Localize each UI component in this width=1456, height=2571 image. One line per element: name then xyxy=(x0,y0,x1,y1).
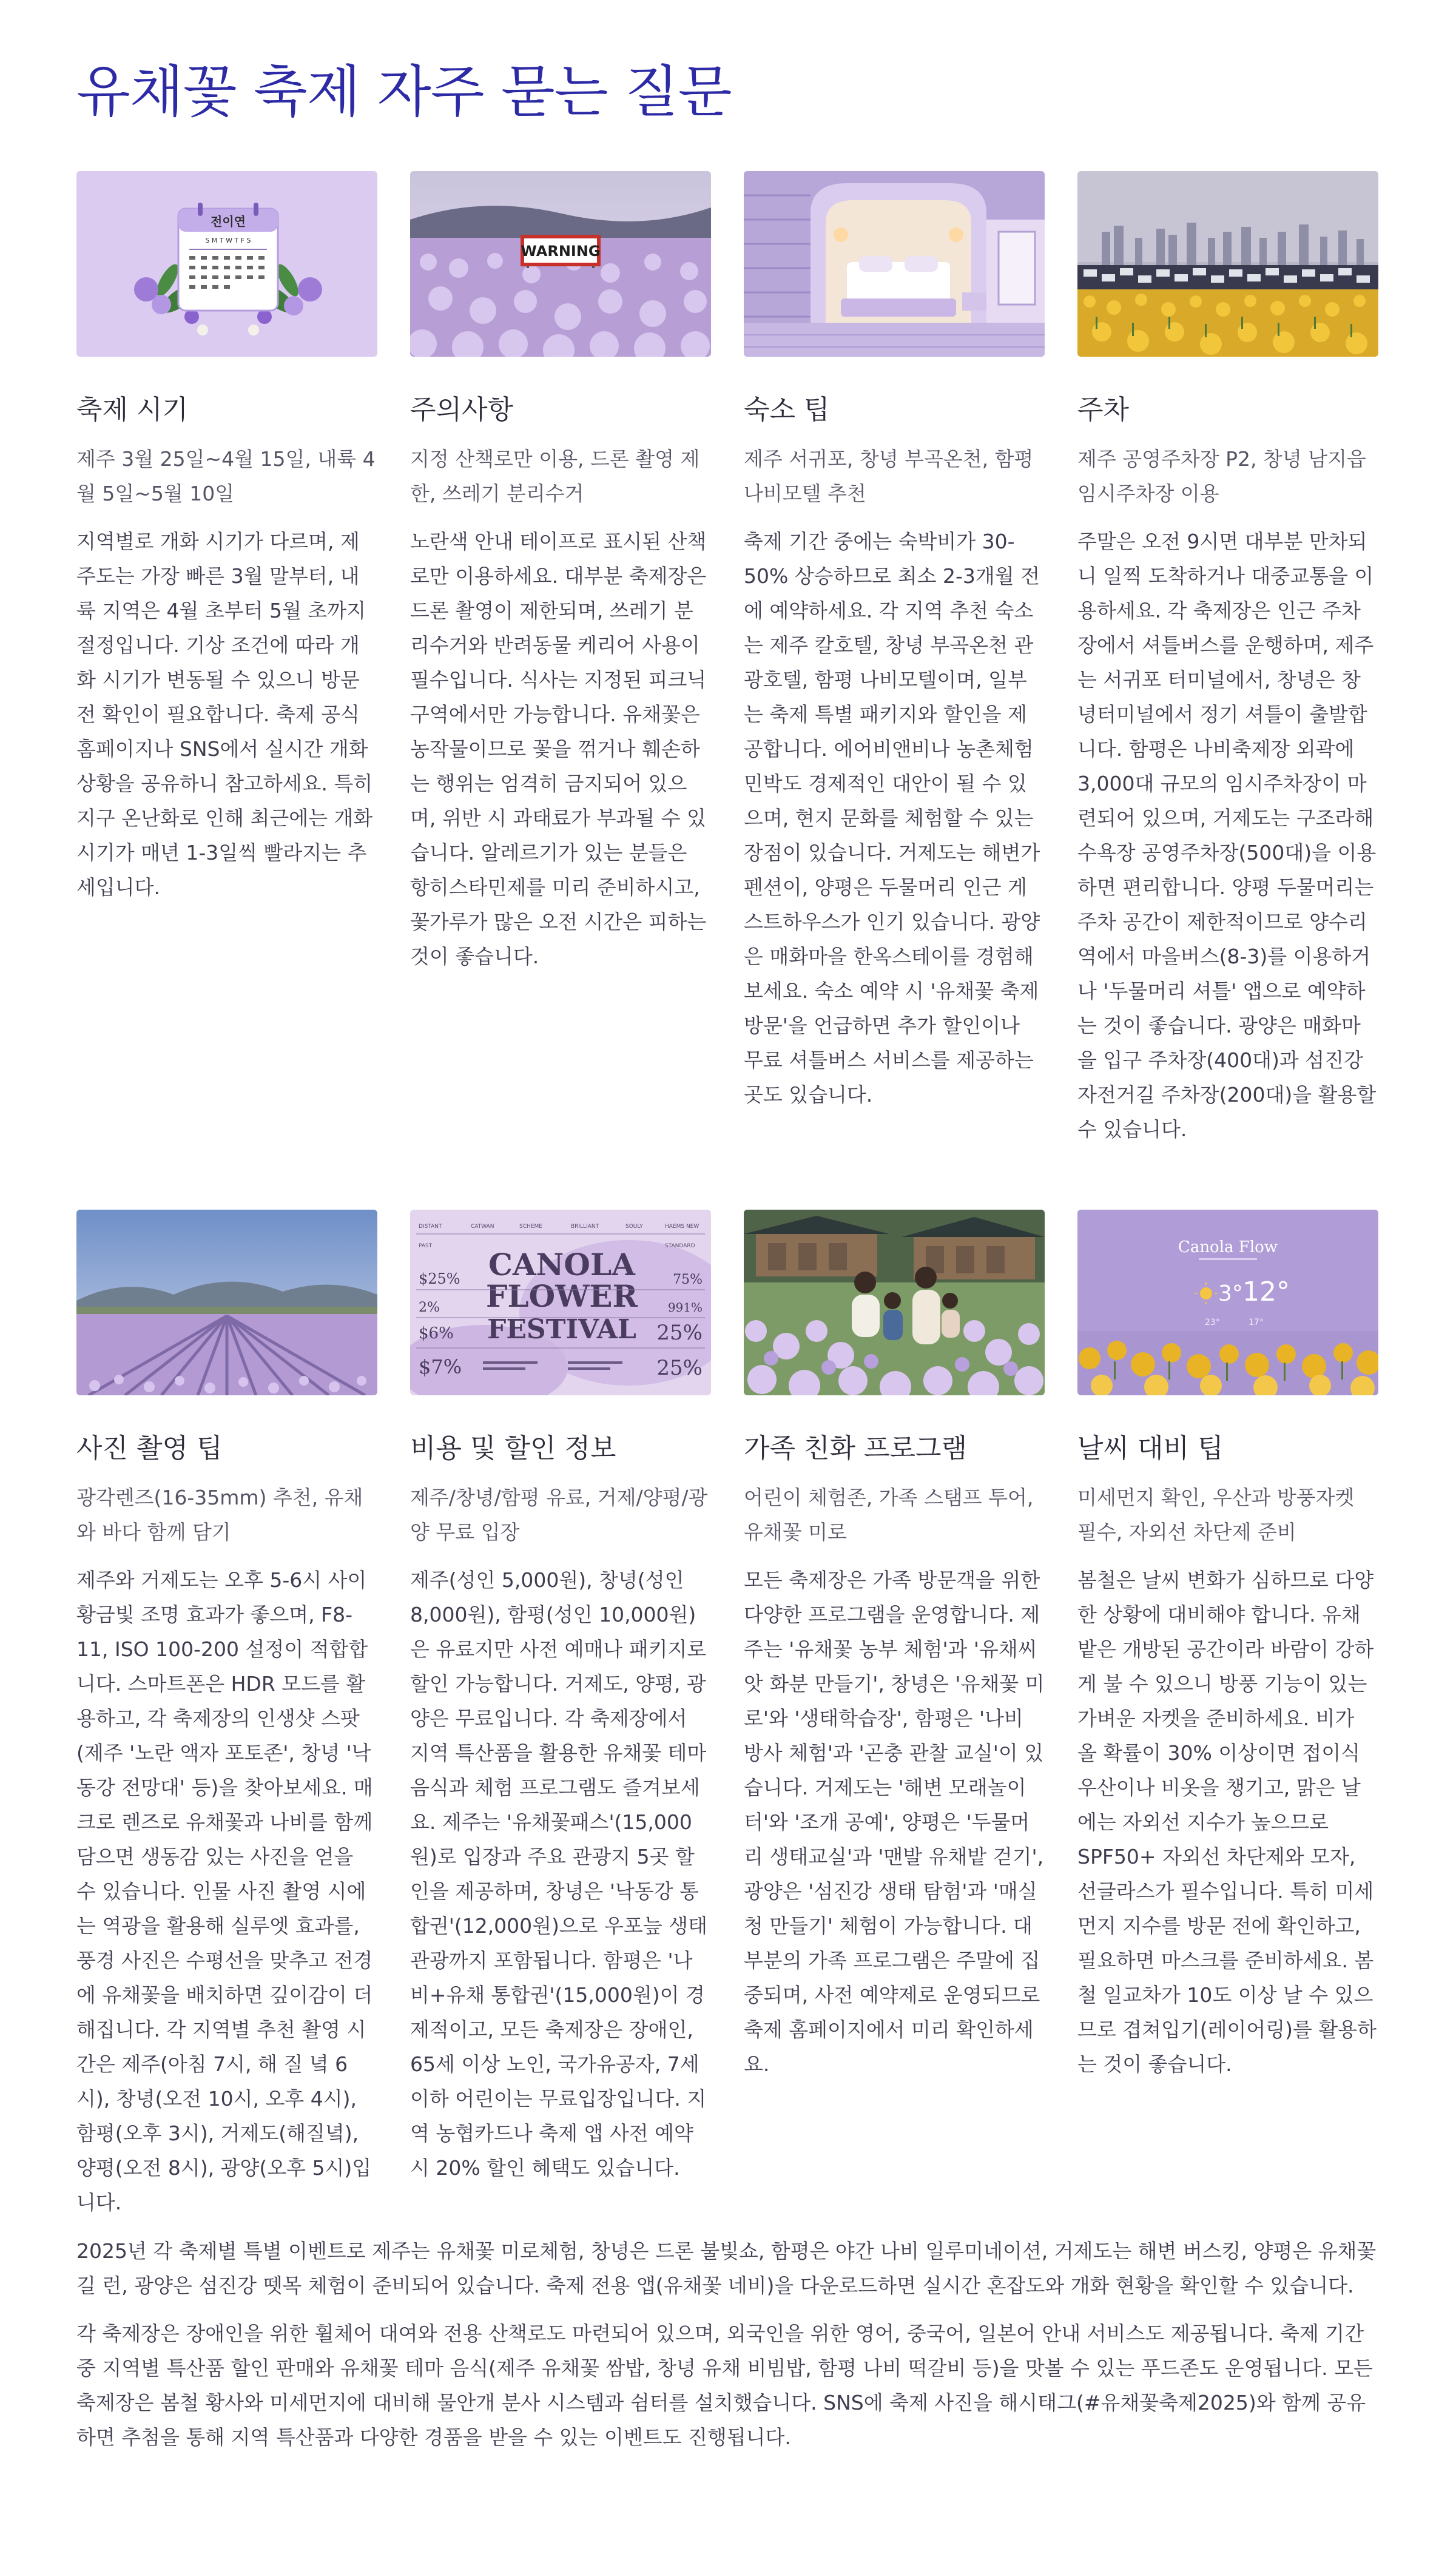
card-body: 제주와 거제도는 오후 5-6시 사이 황금빛 조명 효과가 좋으며, F8-11, ISO 100-200 설정이 적합합니다. 스마트폰은 HDR 모드를 활용하고, 각 축제장의 인생샷 스팟(제주 '노란 액자 포토존', 창녕 '낙동강 전망대' 등)을 찾아보세요. 매크로 렌즈로 유채꽃과 나비를 함께 담으면 생동감 있는 사진을 얻을 수 있습니다. 인물 사진 촬영 시에는 역광을 활용해 실루엣 효과를, 풍경 사진은 수평선을 맞추고 전경에 유채꽃을 배치하면 깊이감이 더해집니다. 각 지역별 추천 촬영 시간은 제주(아침 7시, 해 질 녘 6시), 창녕(오전 10시, 오후 4시), 함평(오후 3시), 거제도(해질녘), 양평(오전 8시), 광양(오후 5시)입니다. xyxy=(76,1568,373,2214)
faq-grid-row-2 xyxy=(76,1210,1380,2220)
weather-app-name: Canola Flow xyxy=(1178,1238,1278,1256)
family-photo-image xyxy=(744,1210,1045,1395)
bedroom-image xyxy=(744,171,1045,357)
faq-card-parking xyxy=(1077,171,1378,1147)
card-body: 축제 기간 중에는 숙박비가 30-50% 상승하므로 최소 2-3개월 전에 예약하세요. 각 지역 추천 숙소는 제주 칼호텔, 창녕 부곡온천 관광호텔, 함평 나비모텔이며, 일부는 축제 특별 패키지와 할인을 제공합니다. 에어비앤비나 농촌체험 민박도 경제적인 대안이 될 수 있으며, 현지 문화를 체험할 수 있는 장점이 있습니다. 거제도는 해변가 펜션이, 양평은 두물머리 인근 게스트하우스가 인기 있습니다. 광양은 매화마을 한옥스테이를 경험해보세요. 숙소 예약 시 '유채꽃 축제 방문'을 언급하면 추가 할인이나 무료 셔틀버스 서비스를 제공하는 곳도 있습니다. xyxy=(744,530,1040,1107)
weather-stat-1: 23° xyxy=(1205,1318,1220,1327)
card-title: 가족 친화 프로그램 xyxy=(744,1433,968,1464)
card-subtitle: 미세먼지 확인, 우산과 방풍자켓 필수, 자외선 차단제 준비 xyxy=(1077,1486,1355,1544)
card-subtitle: 제주/창녕/함평 유료, 거제/양평/광양 무료 입장 xyxy=(410,1486,708,1544)
poster-pct-2: 991% xyxy=(667,1300,703,1315)
faq-card-costs xyxy=(410,1210,711,2220)
calendar-image xyxy=(76,171,377,357)
card-body: 주말은 오전 9시면 대부분 만차되니 일찍 도착하거나 대중교통을 이용하세요. 각 축제장은 인근 주차장에서 셔틀버스를 운행하며, 제주는 서귀포 터미널에서, 창녕은 창녕터미널에서 정기 셔틀이 출발합니다. 함평은 나비축제장 외곽에 3,000대 규모의 임시주차장이 마련되어 있으며, 거제도는 구조라해수욕장 공영주차장(500대)을 이용하면 편리합니다. 양평 두물머리는 주차 공간이 제한적이므로 양수리역에서 마을버스(8-3)를 이용하거나 '두물머리 셔틀' 앱으로 예약하는 것이 좋습니다. 광양은 매화마을 입구 주차장(400대)과 섬진강 자전거길 주차장(200대)을 활용할 수 있습니다. xyxy=(1077,530,1377,1141)
flower-field-icon xyxy=(76,1210,377,1395)
card-title: 주차 xyxy=(1077,394,1130,425)
card-body: 제주(성인 5,000원), 창녕(성인 8,000원), 함평(성인 10,000원)은 유료지만 사전 예매나 패키지로 할인 가능합니다. 거제도, 양평, 광양은 무료입니다. 각 축제장에서 지역 특산품을 활용한 유채꽃 테마 음식과 체험 프로그램도 즐겨보세요. 제주는 '유채꽃패스'(15,000원)로 입장과 주요 관광지 5곳 할인을 제공하며, 창녕은 '낙동강 통합권'(12,000원)으로 우포늪 생태관광까지 포함됩니다. 함평은 '나비+유채 통합권'(15,000원)이 경제적이고, 모든 축제장은 장애인, 65세 이상 노인, 국가유공자, 7세 이하 어린이는 무료입장입니다. 지역 농협카드나 축제 앱 사전 예약 시 20% 할인 혜택도 있습니다. xyxy=(410,1568,708,2180)
calendar-icon xyxy=(76,171,377,357)
poster-price-1: $25% xyxy=(419,1270,460,1287)
poster-label-right: STANDARD xyxy=(665,1243,695,1249)
poster-top-6: HAEMS NEW xyxy=(665,1224,699,1230)
poster-top-2: CATWAN xyxy=(471,1224,494,1230)
poster-price-4: $7% xyxy=(419,1355,462,1378)
poster-top-3: SCHEME xyxy=(519,1224,542,1230)
family-photo-icon xyxy=(744,1210,1045,1395)
warning-label: WARNING xyxy=(521,243,601,260)
weather-temp-low: 3° xyxy=(1218,1281,1243,1306)
faq-card-family xyxy=(744,1210,1045,2220)
paragraph-events: 2025년 각 축제별 특별 이벤트로 제주는 유채꽃 미로체험, 창녕은 드론 불빛쇼, 함평은 야간 나비 일루미네이션, 거제도는 해변 버스킹, 양평은 유채꽃길 런, 광양은 섬진강 뗏목 체험이 준비되어 있습니다. 축제 전용 앱(유채꽃 네비)을 다운로드하면 실시간 혼잡도와 개화 현황을 확인할 수 있습니다. xyxy=(76,2239,1377,2297)
faq-card-photo-tips xyxy=(76,1210,377,2220)
poster-top-1: DISTANT xyxy=(419,1224,442,1230)
card-subtitle: 어린이 체험존, 가족 스탬프 투어, 유채꽃 미로 xyxy=(744,1486,1034,1544)
poster-pct-1: 75% xyxy=(673,1272,703,1287)
weather-stat-2: 17° xyxy=(1249,1318,1264,1327)
poster-top-4: BRILLIANT xyxy=(571,1224,599,1230)
poster-title-2: FLOWER xyxy=(485,1278,638,1314)
paragraph-facilities: 각 축제장은 장애인을 위한 휠체어 대여와 전용 산책로도 마련되어 있으며, 외국인을 위한 영어, 중국어, 일본어 안내 서비스도 제공됩니다. 축제 기간 중 지역별 특산품 할인 판매와 유채꽃 테마 음식(제주 유채꽃 쌈밥, 창녕 유채 비빔밥, 함평 나비 떡갈비 등)을 맛볼 수 있는 푸드존도 운영됩니다. 모든 축제장은 봄철 황사와 미세먼지에 대비해 물안개 분사 시스템과 쉼터를 설치했습니다. SNS에 축제 사진을 해시태그(#유채꽃축제2025)와 함께 공유하면 추첨을 통해 지역 특산품과 다양한 경품을 받을 수 있는 이벤트도 진행됩니다. xyxy=(76,2322,1373,2449)
poster-label-left: PAST xyxy=(419,1243,433,1249)
card-title: 날씨 대비 팁 xyxy=(1077,1433,1224,1464)
faq-card-precautions xyxy=(410,171,711,1147)
poster-title-1: CANOLA xyxy=(488,1247,635,1282)
weather-temp-high: 12° xyxy=(1242,1276,1290,1307)
calendar-label: 전이연 xyxy=(211,214,246,229)
card-subtitle: 지정 산책로만 이용, 드론 촬영 제한, 쓰레기 분리수거 xyxy=(410,447,700,505)
weather-widget-image xyxy=(1077,1210,1378,1395)
poster-title-3: FESTIVAL xyxy=(487,1314,636,1345)
poster-top-5: SOULY xyxy=(625,1224,643,1230)
warning-sign-icon xyxy=(410,171,711,357)
calendar-days-header: S M T W T F S xyxy=(205,237,251,244)
card-subtitle: 제주 서귀포, 창녕 부곡온천, 함평 나비모텔 추천 xyxy=(744,447,1034,505)
festival-poster-icon xyxy=(410,1210,711,1395)
card-subtitle: 광각렌즈(16-35mm) 추천, 유채와 바다 함께 담기 xyxy=(76,1486,363,1544)
flower-field-image xyxy=(76,1210,377,1395)
poster-pct-4: 25% xyxy=(656,1356,703,1380)
page-title: 유채꽃 축제 자주 묻는 질문 xyxy=(76,59,732,124)
faq-card-lodging xyxy=(744,171,1045,1147)
card-body: 모든 축제장은 가족 방문객을 위한 다양한 프로그램을 운영합니다. 제주는 '유채꽃 농부 체험'과 '유채씨앗 화분 만들기', 창녕은 '유채꽃 미로'와 '생태학습장', 함평은 '나비 방사 체험'과 '곤충 관찰 교실'이 있습니다. 거제도는 '해변 모래놀이터'와 '조개 공예', 양평은 '두물머리 생태교실'과 '맨발 유채밭 걷기', 광양은 '섬진강 생태 탐험'과 '매실청 만들기' 체험이 가능합니다. 대부분의 가족 프로그램은 주말에 집중되며, 사전 예약제로 운영되므로 축제 홈페이지에서 미리 확인하세요. xyxy=(744,1568,1045,2076)
extra-info xyxy=(76,2234,1380,2468)
faq-card-festival-period xyxy=(76,171,377,1147)
poster-price-2: 2% xyxy=(419,1300,440,1315)
card-title: 비용 및 할인 정보 xyxy=(410,1433,616,1464)
faq-card-weather xyxy=(1077,1210,1378,2220)
card-body: 봄철은 날씨 변화가 심하므로 다양한 상황에 대비해야 합니다. 유채밭은 개방된 공간이라 바람이 강하게 불 수 있으니 방풍 기능이 있는 가벼운 자켓을 준비하세요. 비가 올 확률이 30% 이상이면 접이식 우산이나 비옷을 챙기고, 맑은 날에는 자외선 지수가 높으므로 SPF50+ 자외선 차단제와 모자, 선글라스가 필수입니다. 특히 미세먼지 지수를 방문 전에 확인하고, 필요하면 마스크를 준비하세요. 봄철 일교차가 10도 이상 날 수 있으므로 겹쳐입기(레이어링)를 활용하는 것이 좋습니다. xyxy=(1077,1568,1377,2076)
card-title: 주의사항 xyxy=(410,394,514,425)
faq-grid-row-1 xyxy=(76,171,1380,1147)
card-title: 사진 촬영 팁 xyxy=(76,1433,223,1464)
card-subtitle: 제주 공영주차장 P2, 창녕 남지읍 임시주차장 이용 xyxy=(1077,447,1366,505)
card-subtitle: 제주 3월 25일~4월 15일, 내륙 4월 5일~5월 10일 xyxy=(76,447,376,505)
bedroom-icon xyxy=(744,171,1045,357)
card-body: 지역별로 개화 시기가 다르며, 제주도는 가장 빠른 3월 말부터, 내륙 지역은 4월 초부터 5월 초까지 절정입니다. 기상 조건에 따라 개화 시기가 변동될 수 있으니 방문 전 확인이 필요합니다. 축제 공식 홈페이지나 SNS에서 실시간 개화 상황을 공유하니 참고하세요. 특히 지구 온난화로 인해 최근에는 개화 시기가 매년 1-3일씩 빨라지는 추세입니다. xyxy=(76,530,373,899)
festival-poster-image xyxy=(410,1210,711,1395)
poster-pct-3: 25% xyxy=(656,1321,703,1345)
card-title: 숙소 팁 xyxy=(744,394,830,425)
parking-lot-image xyxy=(1077,171,1378,357)
parking-lot-icon xyxy=(1077,171,1378,357)
card-body: 노란색 안내 테이프로 표시된 산책로만 이용하세요. 대부분 축제장은 드론 촬영이 제한되며, 쓰레기 분리수거와 반려동물 케리어 사용이 필수입니다. 식사는 지정된 피크닉 구역에서만 가능합니다. 유채꽃은 농작물이므로 꽃을 꺾거나 훼손하는 행위는 엄격히 금지되어 있으며, 위반 시 과태료가 부과될 수 있습니다. 알레르기가 있는 분들은 항히스타민제를 미리 준비하시고, 꽃가루가 많은 오전 시간은 피하는 것이 좋습니다. xyxy=(410,530,707,968)
card-title: 축제 시기 xyxy=(76,394,189,425)
warning-sign-image xyxy=(410,171,711,357)
poster-price-3: $6% xyxy=(419,1324,454,1343)
weather-widget-icon xyxy=(1077,1210,1378,1395)
